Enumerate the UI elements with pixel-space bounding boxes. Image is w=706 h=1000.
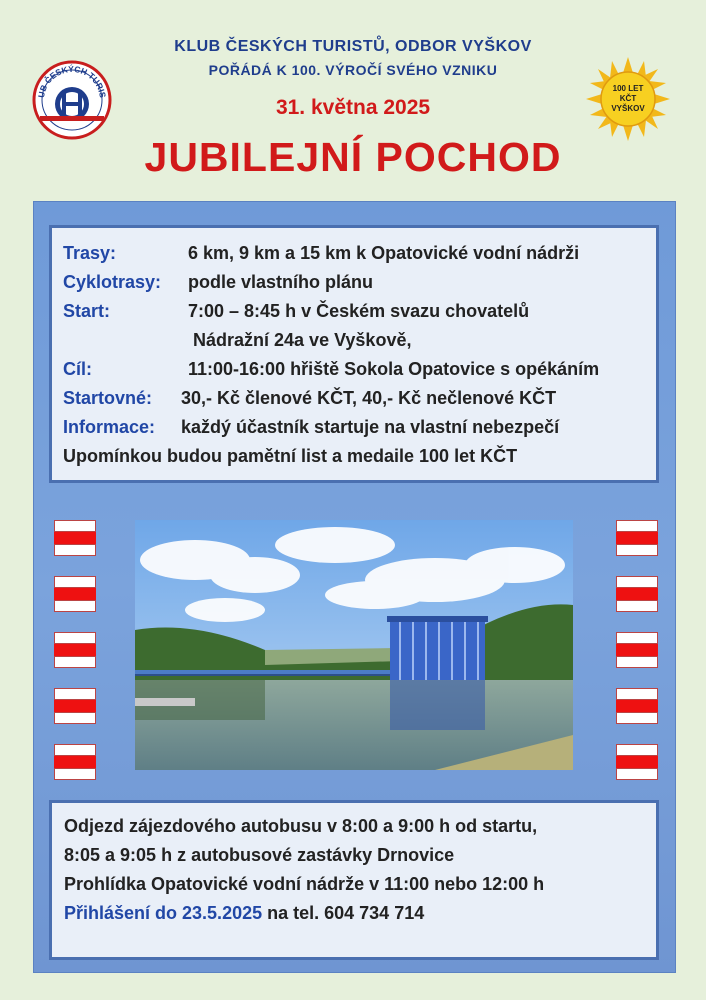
badge-line-1: 100 LET (612, 84, 644, 93)
info-value: 6 km, 9 km a 15 km k Opatovické vodní nádrži (188, 243, 580, 263)
trail-marker-icon (54, 688, 96, 726)
trail-marker-icon (54, 744, 96, 782)
trail-marker-icon (54, 576, 96, 614)
info-value: 30,- Kč členové KČT, 40,- Kč nečlenové KČT (181, 388, 557, 408)
reservoir-photo-icon (135, 520, 573, 770)
info-row (63, 417, 560, 438)
info-label: Cyklotrasy: (63, 272, 162, 292)
info-footer-line: Upomínkou budou pamětní list a medaile 100 let KČT (63, 446, 518, 466)
organization-subtitle: POŘÁDÁ K 100. VÝROČÍ SVÉHO VZNIKU (208, 62, 498, 78)
trail-marker-icon (616, 520, 658, 558)
info-row (63, 301, 530, 322)
info-row (63, 272, 374, 293)
info-row (63, 243, 580, 264)
info-label: Start: (63, 301, 111, 321)
badge-line-3: VYŠKOV (611, 104, 645, 113)
info-label: Trasy: (63, 243, 117, 263)
registration-phone: na tel. 604 734 714 (262, 903, 425, 923)
event-date: 31. května 2025 (275, 96, 431, 119)
transport-info-box (49, 800, 659, 960)
kct-logo-icon (32, 60, 112, 140)
info-label: Informace: (63, 417, 156, 437)
event-info-box (49, 225, 659, 483)
trail-marker-icon (616, 632, 658, 670)
logo-ring-text: UB ČESKÝCH TURIS (36, 63, 108, 99)
sun-badge-icon (584, 55, 672, 143)
info-label: Cíl: (63, 359, 92, 379)
info-row (63, 359, 600, 380)
registration-line (64, 903, 424, 924)
transport-line: Prohlídka Opatovické vodní nádrže v 11:00 nebo 12:00 h (64, 874, 545, 894)
trail-marker-icon (616, 576, 658, 614)
badge-line-2: KČT (619, 94, 637, 103)
info-value: každý účastník startuje na vlastní nebezpečí (181, 417, 560, 437)
trail-marker-icon (54, 632, 96, 670)
trail-marker-icon (54, 520, 96, 558)
event-title: JUBILEJNÍ POCHOD (144, 134, 562, 180)
trail-marker-icon (616, 744, 658, 782)
registration-label: Přihlášení do 23.5.2025 (64, 903, 263, 923)
info-value: 7:00 – 8:45 h v Českém svazu chovatelů (188, 301, 530, 321)
transport-line: 8:05 a 9:05 h z autobusové zastávky Drnovice (64, 845, 455, 865)
organization-title: KLUB ČESKÝCH TURISTŮ, ODBOR VYŠKOV (174, 38, 532, 55)
info-label: Startovné: (63, 388, 153, 408)
info-value: 11:00-16:00 hřiště Sokola Opatovice s opékáním (188, 359, 600, 379)
transport-line: Odjezd zájezdového autobusu v 8:00 a 9:00 h od startu, (64, 816, 538, 836)
info-value: podle vlastního plánu (188, 272, 374, 292)
info-value: Nádražní 24a ve Vyškově, (188, 330, 412, 350)
info-row (63, 388, 557, 409)
trail-marker-icon (616, 688, 658, 726)
